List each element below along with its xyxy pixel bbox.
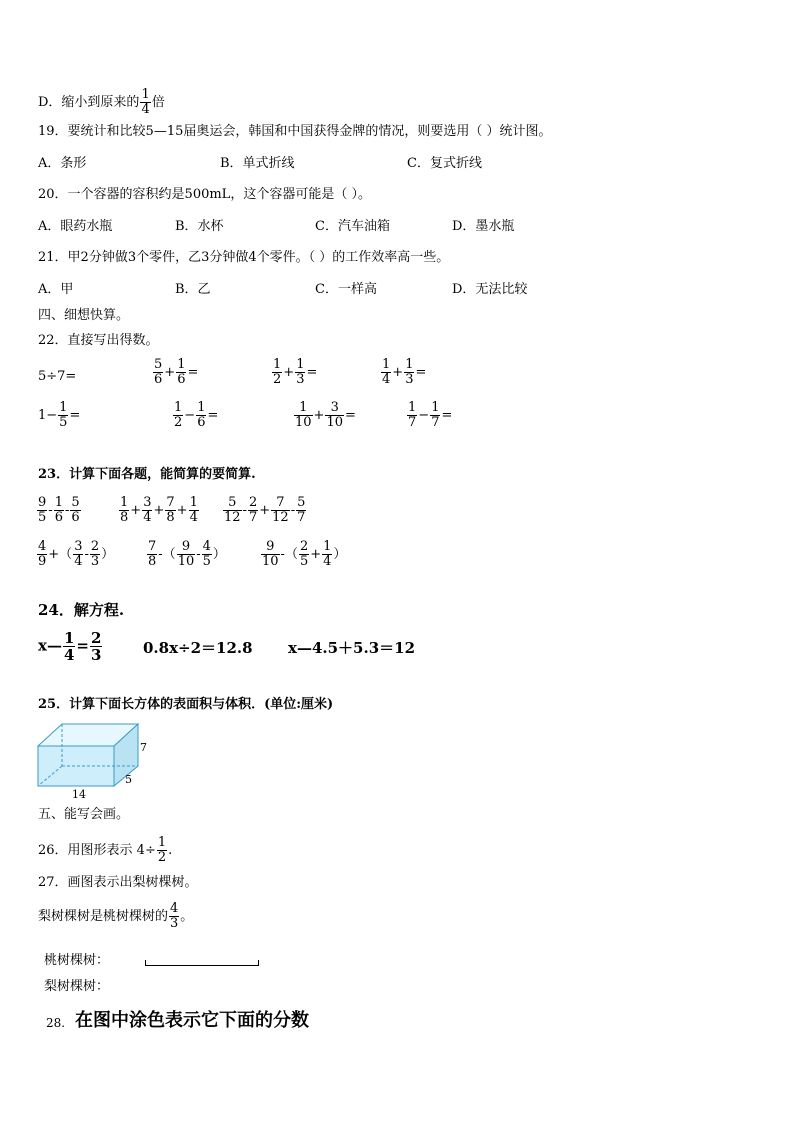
question-28-number: 28. [46, 1016, 66, 1030]
q24-equation-2: 0.8x÷2＝12.8 [143, 639, 253, 657]
q23-expr-1: $\frac{9}{5}$ - $\frac{1}{6}$ - $\frac{5}{6}$ [38, 495, 80, 525]
q20-option-d: D．墨水瓶 [452, 219, 515, 234]
q20-option-b: B．水杯 [175, 219, 224, 234]
q20-option-a: A．眼药水瓶 [38, 219, 113, 234]
question-22-title: 22．直接写出得数。 [38, 333, 159, 348]
q22-expr-8: $\frac{1}{7}$ − $\frac{1}{7}$ = [408, 400, 453, 430]
question-27-title: 27．画图表示出梨树棵树。 [38, 875, 198, 890]
q23-expr-5: $\frac{7}{8}$ -（ $\frac{9}{10}$ - $\frac{4}{5}$ ） [148, 539, 226, 569]
q24-equation-1: x— $\frac{1}{4}$ = $\frac{2}{3}$ [38, 629, 102, 664]
q21-option-c: C．一样高 [315, 282, 377, 297]
question-26: 26．用图形表示 4÷ $\frac{1}{2}$ . [38, 835, 173, 865]
option-d-line: D．缩小到原来的 $\frac{1}{4}$ 倍 [38, 87, 165, 117]
q21-option-b: B．乙 [175, 282, 211, 297]
q24-equation-3: x—4.5＋5.3＝12 [288, 639, 416, 657]
q21-option-d: D．无法比较 [452, 282, 528, 297]
q27-statement: 梨树棵树是桃树棵树的 $\frac{4}{3}$ 。 [38, 901, 194, 931]
q19-option-c: C．复式折线 [407, 156, 482, 171]
section-4-heading: 四、细想快算。 [38, 308, 130, 323]
q23-expr-2: $\frac{1}{8}$ + $\frac{3}{4}$ + $\frac{7}{8}$ + $\frac{1}{4}$ [120, 495, 198, 525]
q22-expr-7: $\frac{1}{10}$ + $\frac{3}{10}$ = [295, 400, 356, 430]
q23-expr-3: $\frac{5}{12}$ - $\frac{2}{7}$ + $\frac{7}{12}$ - $\frac{5}{7}$ [224, 495, 306, 525]
q22-expr-5: 1− $\frac{1}{5}$ = [38, 400, 81, 430]
q22-expr-6: $\frac{1}{2}$ − $\frac{1}{6}$ = [174, 400, 219, 430]
question-25-title: 25．计算下面长方体的表面积与体积．(单位:厘米) [38, 697, 334, 712]
cuboid-width-label: 5 [125, 773, 132, 786]
question-23-title: 23．计算下面各题，能简算的要简算. [38, 467, 256, 482]
question-24-title: 24．解方程. [38, 601, 125, 619]
peach-tree-segment [145, 960, 259, 966]
section-5-heading: 五、能写会画。 [38, 807, 130, 822]
question-20: 20．一个容器的容积约是500mL，这个容器可能是（ ）。 [38, 187, 371, 202]
question-21: 21．甲2分钟做3个零件，乙3分钟做4个零件。（ ）的工作效率高一些。 [38, 250, 450, 265]
q23-expr-4: $\frac{4}{9}$ +（ $\frac{3}{4}$ - $\frac{2}{3}$ ） [38, 539, 115, 569]
q22-expr-3: $\frac{1}{2}$ + $\frac{1}{3}$ = [273, 357, 318, 387]
q22-expr-2: $\frac{5}{6}$ + $\frac{1}{6}$ = [154, 357, 199, 387]
cuboid-height-label: 7 [140, 741, 147, 754]
fraction: $\frac{1}{4}$ [141, 87, 150, 117]
q19-option-a: A．条形 [38, 156, 87, 171]
question-19: 19．要统计和比较5—15届奥运会，韩国和中国获得金牌的情况，则要选用（ ）统计图。 [38, 124, 552, 139]
pear-tree-label: 梨树棵树： [44, 979, 110, 994]
q20-option-c: C．汽车油箱 [315, 219, 390, 234]
peach-tree-label: 桃树棵树： [44, 953, 110, 968]
q19-option-b: B．单式折线 [220, 156, 295, 171]
q21-option-a: A．甲 [38, 282, 74, 297]
q22-expr-1: 5÷7= [38, 369, 77, 384]
question-28-text: 在图中涂色表示它下面的分数 [75, 1010, 309, 1031]
q22-expr-4: $\frac{1}{4}$ + $\frac{1}{3}$ = [382, 357, 427, 387]
q23-expr-6: $\frac{9}{10}$ -（ $\frac{2}{5}$ + $\frac{1}{4}$ ） [262, 539, 347, 569]
cuboid-length-label: 14 [72, 788, 86, 801]
